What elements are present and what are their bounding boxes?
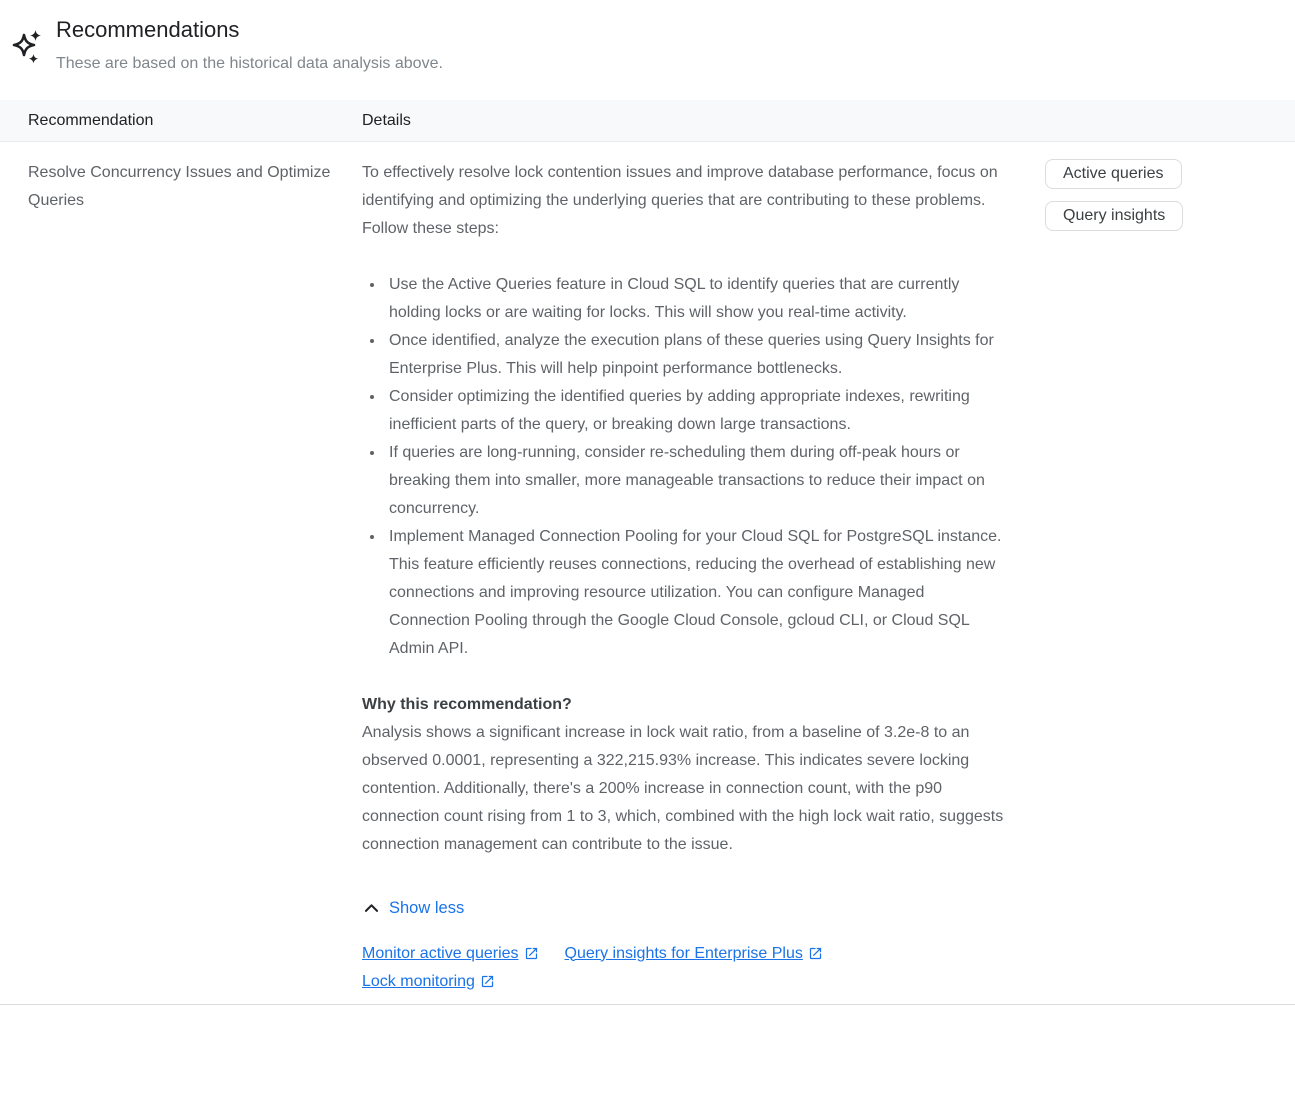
details-bullet-list	[362, 271, 1007, 663]
column-header-recommendation: Recommendation	[28, 111, 154, 129]
show-less-toggle[interactable]	[362, 894, 464, 922]
why-recommendation-text: Analysis shows a significant increase in lock wait ratio, from a baseline of 3.2e-8 to an observed 0.0001, representing a 322,215.93% increase. This indicates severe locking contention. Additionally, there's a 200% increase in connection count, with the p90 connection count rising from 1 to 3, which, combined with the high lock wait ratio, suggests connection management can contribute to the issue.	[362, 724, 1004, 853]
bullet-item: • Once identified, analyze the execution plans of these queries using Query Insights for Enterprise Plus. This will help pinpoint performance bottlenecks.	[385, 327, 1007, 383]
page-subtitle: These are based on the historical data analysis above.	[56, 55, 443, 72]
bullet-item: • Consider optimizing the identified queries by adding appropriate indexes, rewriting inefficient parts of the query, or breaking down large transactions.	[385, 383, 1007, 439]
recommendations-table	[0, 100, 1295, 1005]
recommendations-header	[0, 0, 1295, 75]
link-lock-monitoring[interactable]: Lock monitoring	[362, 968, 495, 996]
chevron-up-icon	[362, 899, 381, 918]
link-monitor-active-queries[interactable]: Monitor active queries	[362, 940, 539, 968]
show-less-label: Show less	[389, 899, 465, 917]
column-header-details: Details	[362, 111, 411, 129]
details-cell	[362, 159, 1007, 996]
bullet-item: • Use the Active Queries feature in Cloud SQL to identify queries that are currently holding locks or are waiting for locks. This will show you real-time activity.	[385, 271, 1007, 327]
link-query-insights-enterprise-plus[interactable]: Query insights for Enterprise Plus	[565, 940, 823, 968]
page-title: Recommendations	[56, 17, 240, 42]
resource-links	[362, 940, 1007, 996]
bullet-item: • If queries are long-running, consider re-scheduling them during off-peak hours or breaking them into smaller, more manageable transactions to reduce their impact on concurrency.	[385, 439, 1007, 523]
gemini-sparkle-icon	[11, 30, 45, 71]
open-in-new-icon	[480, 974, 495, 989]
table-header-row	[0, 100, 1295, 142]
details-intro: To effectively resolve lock contention issues and improve database performance, focus on identifying and optimizing the underlying queries that are contributing to these problems. Follow these steps:	[362, 164, 998, 237]
table-row	[0, 142, 1295, 1005]
query-insights-button[interactable]: Query insights	[1045, 201, 1183, 231]
action-chips	[1007, 159, 1295, 243]
active-queries-button[interactable]: Active queries	[1045, 159, 1182, 189]
recommendation-title: Resolve Concurrency Issues and Optimize Queries	[28, 164, 331, 209]
bullet-item: • Implement Managed Connection Pooling for your Cloud SQL for PostgreSQL instance. This feature efficiently reuses connections, reducing the overhead of establishing new connections and improving resource utilization. You can configure Managed Connection Pooling through the Google Cloud Console, gcloud CLI, or Cloud SQL Admin API.	[385, 523, 1007, 663]
open-in-new-icon	[808, 946, 823, 961]
open-in-new-icon	[524, 946, 539, 961]
why-recommendation-heading: Why this recommendation?	[362, 696, 572, 713]
